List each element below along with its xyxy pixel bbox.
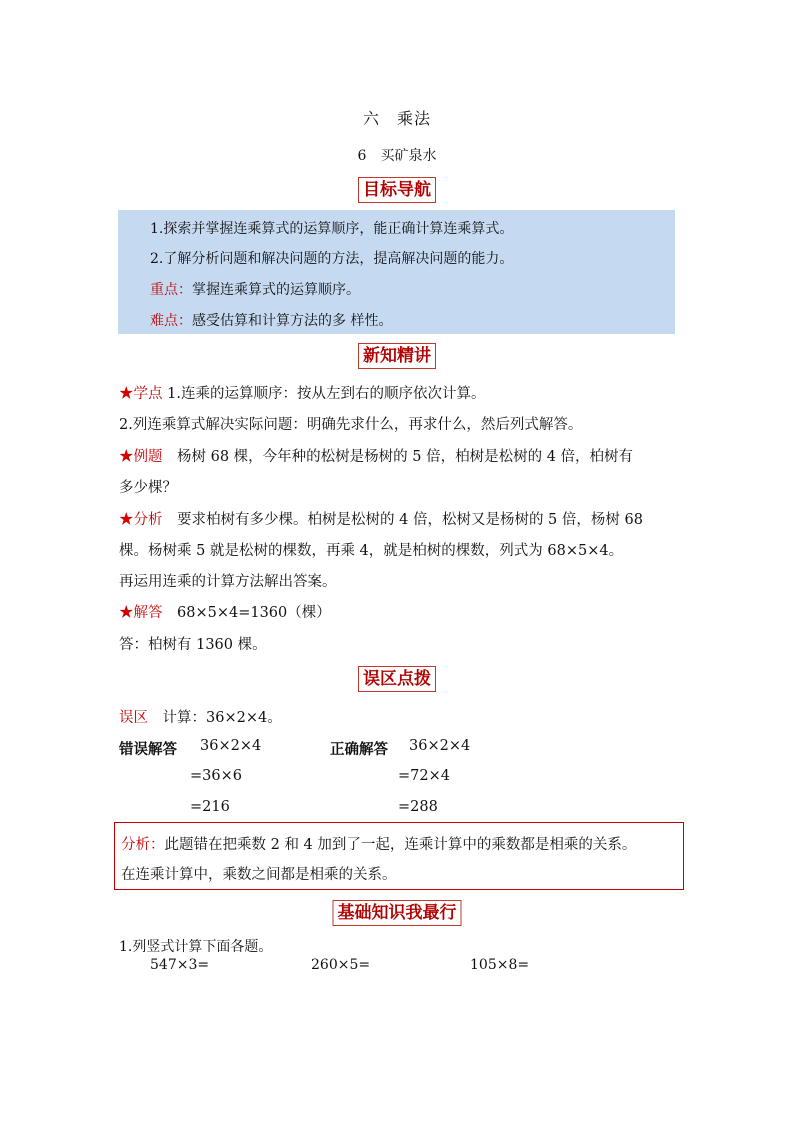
exercise-3: 105×8= — [470, 957, 530, 973]
mistake-analysis-line-1 — [121, 833, 636, 854]
mistake-analysis-line-2: 在连乘计算中，乘数之间都是相乘的关系。 — [121, 867, 397, 883]
goals-heading: 目标导航 — [358, 177, 436, 203]
goal-item-2: 2.了解分析问题和解决问题的方法，提高解决问题的能力。 — [150, 251, 514, 267]
goal-item-1: 1.探索并掌握连乘算式的运算顺序，能正确计算连乘算式。 — [150, 221, 514, 237]
analysis-line-2: 棵。杨树乘 5 就是松树的棵数，再乘 4，就是柏树的棵数，列式为 68×5×4。 — [119, 543, 624, 559]
wrong-step-3: =216 — [190, 799, 230, 815]
mistake-analysis-box — [114, 822, 684, 890]
exercise-1: 547×3= — [150, 957, 210, 973]
example-label: 例题 — [133, 449, 163, 465]
answer-label: 解答 — [133, 605, 163, 621]
new-knowledge-heading: 新知精讲 — [358, 343, 436, 369]
right-answer-label: 正确解答 — [330, 741, 388, 758]
wrong-step-2: =36×6 — [190, 768, 242, 784]
wrong-answer-label: 错误解答 — [119, 741, 177, 758]
mistake-label: 误区 — [119, 710, 148, 726]
analysis-line-1 — [119, 508, 643, 529]
right-step-1: 36×2×4 — [409, 738, 471, 754]
basics-heading: 基础知识我最行 — [333, 900, 462, 926]
knowledge-point-2: 2.列连乘算式解决实际问题：明确先求什么，再求什么，然后列式解答。 — [119, 417, 583, 433]
goal-difficult-point — [150, 310, 392, 330]
basics-question-1: 1.列竖式计算下面各题。 — [119, 939, 273, 955]
lesson-title: 6 买矿泉水 — [357, 148, 437, 164]
mistake-analysis-text: 此题错在把乘数 2 和 4 加到了一起，连乘计算中的乘数都是相乘的关系。 — [164, 837, 637, 853]
star-icon: ★ — [119, 386, 134, 402]
star-icon: ★ — [119, 605, 134, 621]
goals-box — [118, 210, 675, 334]
right-step-2: =72×4 — [398, 768, 450, 784]
mistake-problem-text: 计算：36×2×4。 — [148, 710, 282, 726]
point-text: 1.连乘的运算顺序：按从左到右的顺序依次计算。 — [162, 386, 486, 402]
analysis-text: 要求柏树有多少棵。柏树是松树的 4 倍，松树又是杨树的 5 倍，杨树 68 — [162, 512, 643, 528]
example-line-1 — [119, 445, 633, 466]
star-icon: ★ — [119, 512, 134, 528]
wrong-step-1: 36×2×4 — [200, 738, 262, 754]
analysis-label: 分析 — [133, 512, 163, 528]
answer-final: 答：柏树有 1360 棵。 — [119, 637, 267, 653]
difficult-point-text: 感受估算和计算方法的多 样性。 — [192, 313, 393, 329]
key-point-text: 掌握连乘算式的运算顺序。 — [192, 282, 360, 298]
point-label: 学点 — [133, 386, 163, 402]
mistake-problem — [119, 706, 282, 727]
example-line-2: 多少棵？ — [119, 480, 177, 496]
analysis-line-3: 再运用连乘的计算方法解出答案。 — [119, 574, 337, 590]
chapter-title: 六 乘法 — [362, 109, 431, 128]
difficult-point-label: 难点： — [150, 313, 192, 329]
right-step-3: =288 — [398, 799, 438, 815]
knowledge-point-line — [119, 382, 485, 403]
answer-text: 68×5×4=1360（棵） — [162, 605, 331, 621]
star-icon: ★ — [119, 449, 134, 465]
goal-key-point — [150, 279, 360, 299]
mistake-analysis-label: 分析： — [121, 837, 165, 853]
exercise-2: 260×5= — [311, 957, 371, 973]
mistakes-heading: 误区点拨 — [358, 666, 436, 692]
answer-line — [119, 601, 331, 622]
key-point-label: 重点： — [150, 282, 192, 298]
example-text: 杨树 68 棵，今年种的松树是杨树的 5 倍，柏树是松树的 4 倍，柏树有 — [162, 449, 634, 465]
